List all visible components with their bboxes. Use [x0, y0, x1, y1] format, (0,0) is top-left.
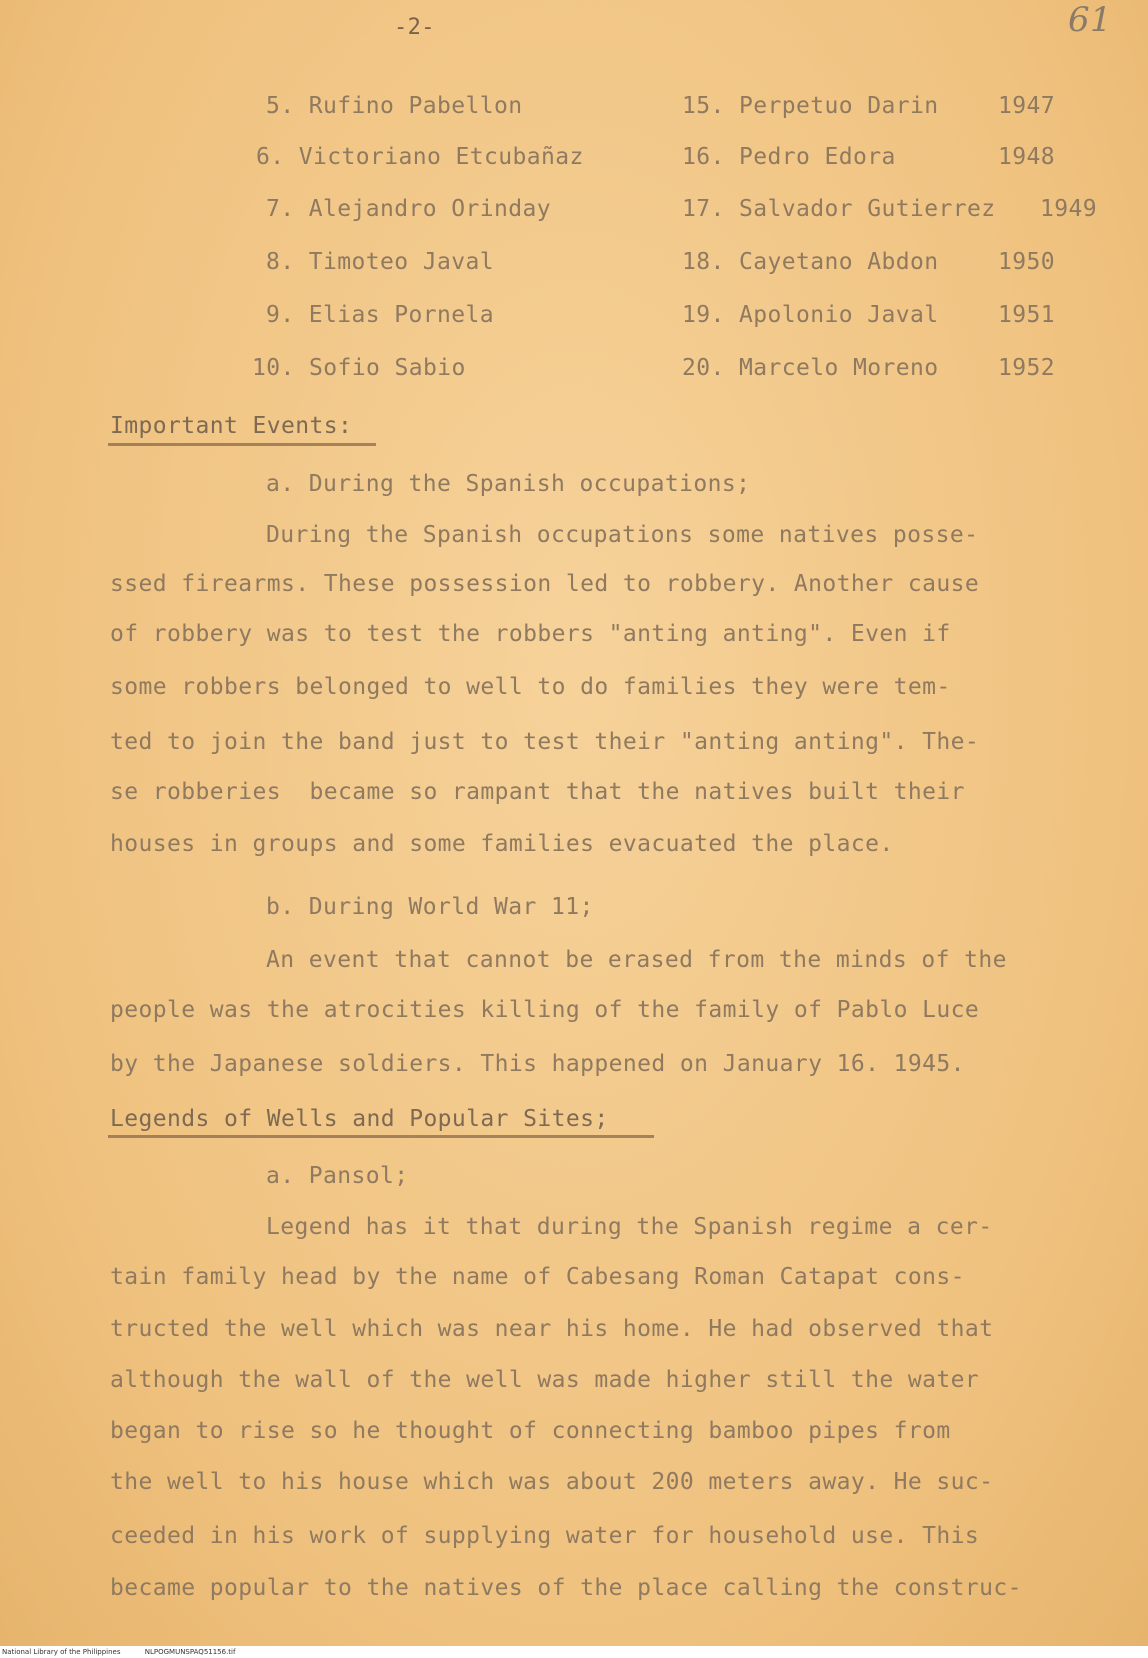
body-line: ceeded in his work of supplying water for household use. This [110, 1523, 980, 1549]
roster-left-item: 5. Rufino Pabellon [266, 93, 523, 119]
events-heading: Important Events: [110, 413, 353, 439]
body-line: During the Spanish occupations some natives posse- [266, 522, 979, 548]
roster-right-name: 20. Marcelo Moreno [682, 355, 939, 381]
body-line: tain family head by the name of Cabesang Roman Catapat cons- [110, 1264, 965, 1290]
legends-heading-underline [108, 1135, 654, 1138]
body-line: by the Japanese soldiers. This happened on January 16. 1945. [110, 1051, 965, 1077]
scan-footer [0, 1646, 1148, 1658]
roster-right-name: 15. Perpetuo Darin [682, 93, 939, 119]
body-line: Legend has it that during the Spanish regime a cer- [266, 1214, 993, 1240]
body-line: of robbery was to test the robbers "anting anting". Even if [110, 621, 951, 647]
roster-left-item: 7. Alejandro Orinday [266, 196, 551, 222]
roster-left-item: 9. Elias Pornela [266, 302, 494, 328]
legends-heading: Legends of Wells and Popular Sites; [110, 1106, 609, 1132]
footer-library: National Library of the Philippines [2, 1648, 121, 1656]
body-line: tructed the well which was near his home. He had observed that [110, 1316, 994, 1342]
roster-right-name: 16. Pedro Edora [682, 144, 896, 170]
roster-right-name: 17. Salvador Gutierrez [682, 196, 996, 222]
roster-left-item: 8. Timoteo Javal [266, 249, 494, 275]
body-line: although the wall of the well was made higher still the water [110, 1367, 980, 1393]
body-line: the well to his house which was about 200 meters away. He suc- [110, 1469, 994, 1495]
body-line: became popular to the natives of the place calling the construc- [110, 1575, 1022, 1601]
pansol-subheading: a. Pansol; [266, 1163, 409, 1189]
roster-right-year: 1950 [998, 249, 1055, 275]
footer-file: NLPOGMUNSPAQ51156.tif [144, 1648, 236, 1656]
roster-left-item: 6. Victoriano Etcubañaz [256, 144, 584, 170]
body-line: An event that cannot be erased from the minds of the [266, 947, 1007, 973]
roster-right-year: 1947 [998, 93, 1055, 119]
body-line: ssed firearms. These possession led to robbery. Another cause [110, 571, 980, 597]
roster-right-name: 19. Apolonio Javal [682, 302, 939, 328]
roster-left-item: 10. Sofio Sabio [252, 355, 466, 381]
page-number: -2- [394, 15, 435, 40]
roster-right-year: 1948 [998, 144, 1055, 170]
handwritten-page-number: 61 [1068, 0, 1113, 40]
roster-right-name: 18. Cayetano Abdon [682, 249, 939, 275]
body-line: people was the atrocities killing of the family of Pablo Luce [110, 997, 980, 1023]
body-line: ted to join the band just to test their "anting anting". The- [110, 729, 980, 755]
roster-right-year: 1951 [998, 302, 1055, 328]
body-line: some robbers belonged to well to do families they were tem- [110, 674, 951, 700]
roster-right-year: 1952 [998, 355, 1055, 381]
spanish-subheading: a. During the Spanish occupations; [266, 471, 751, 497]
body-line: began to rise so he thought of connecting bamboo pipes from [110, 1418, 951, 1444]
body-line: houses in groups and some families evacuated the place. [110, 831, 894, 857]
body-line: se robberies became so rampant that the natives built their [110, 779, 965, 805]
ww2-subheading: b. During World War 11; [266, 894, 594, 920]
roster-right-year: 1949 [1040, 196, 1097, 222]
events-heading-underline [108, 443, 376, 446]
